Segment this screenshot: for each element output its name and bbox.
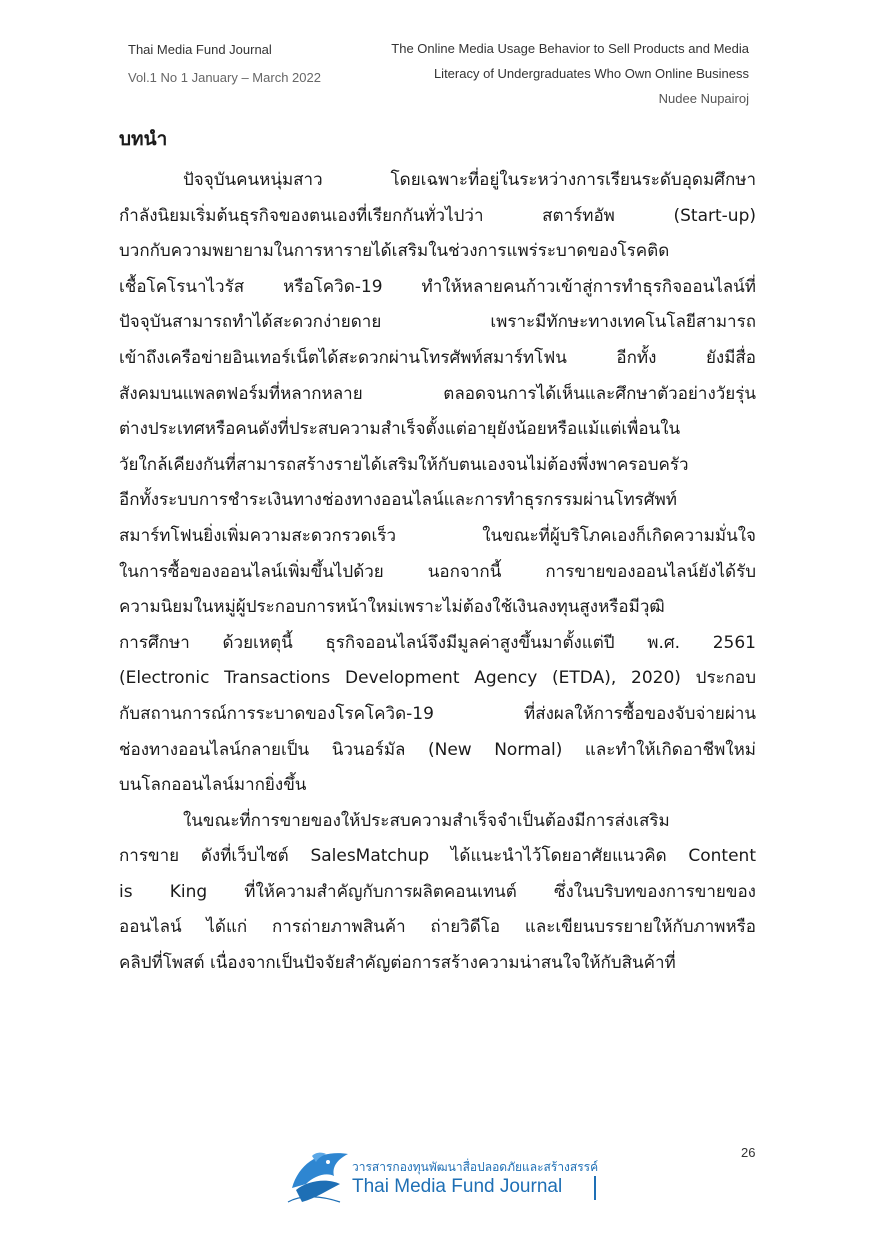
section-heading: บทนำ: [119, 128, 168, 150]
running-header: [391, 36, 749, 111]
text-line: คลิปที่โพสต์ เนื่องจากเป็นปัจจัยสำคัญต่อการสร้างความน่าสนใจให้กับสินค้าที่: [119, 953, 676, 974]
body-text: [119, 163, 756, 982]
article-title-line-1: The Online Media Usage Behavior to Sell Products and Media: [391, 41, 749, 56]
text-line: (Electronic Transactions Development Agency (ETDA), 2020) ประกอบ: [119, 668, 756, 689]
text-line: การขาย ดังที่เว็บไซต์ SalesMatchup ได้แนะนำไว้โดยอาศัยแนวคิด Content: [119, 846, 756, 867]
text-line: บนโลกออนไลน์มากยิ่งขึ้น: [119, 775, 307, 796]
text-line: เข้าถึงเครือข่ายอินเทอร์เน็ตได้สะดวกผ่านโทรศัพท์สมาร์ทโฟน อีกทั้ง ยังมีสื่อ: [119, 347, 756, 368]
journal-name: Thai Media Fund Journal: [128, 42, 272, 57]
text-line: ในขณะที่การขายของให้ประสบความสำเร็จจำเป็นต้องมีการส่งเสริม: [183, 810, 670, 831]
author-name: Nudee Nupairoj: [658, 91, 749, 106]
text-line: is King ที่ให้ความสำคัญกับการผลิตคอนเทนต์ ซึ่งในบริบทของการขายของ: [119, 881, 756, 902]
logo-english-text: Thai Media Fund Journal: [352, 1176, 563, 1197]
text-line: ในการซื้อของออนไลน์เพิ่มขึ้นไปด้วย นอกจากนี้ การขายของออนไลน์ยังได้รับ: [119, 561, 756, 582]
text-line: ออนไลน์ ได้แก่ การถ่ายภาพสินค้า ถ่ายวิดีโอ และเขียนบรรยายให้กับภาพหรือ: [119, 917, 756, 938]
text-line: วัยใกล้เคียงกันที่สามารถสร้างรายได้เสริมให้กับตนเองจนไม่ต้องพึ่งพาครอบครัว: [119, 454, 689, 475]
logo-divider: [594, 1176, 596, 1200]
text-line: ช่องทางออนไลน์กลายเป็น นิวนอร์มัล (New Normal) และทำให้เกิดอาชีพใหม่: [119, 739, 756, 760]
text-line: ความนิยมในหมู่ผู้ประกอบการหน้าใหม่เพราะไม่ต้องใช้เงินลงทุนสูงหรือมีวุฒิ: [119, 597, 665, 618]
journal-volume: Vol.1 No 1 January – March 2022: [128, 70, 321, 85]
text-line: อีกทั้งระบบการชำระเงินทางช่องทางออนไลน์และการทำธุรกรรมผ่านโทรศัพท์: [119, 490, 677, 511]
paragraph-2: [119, 804, 756, 982]
text-line: กำลังนิยมเริ่มต้นธุรกิจของตนเองที่เรียกกันทั่วไปว่า สตาร์ทอัพ (Start-up): [119, 205, 756, 226]
text-line: กับสถานการณ์การระบาดของโรคโควิด-19 ที่ส่งผลให้การซื้อของจับจ่ายผ่าน: [119, 703, 756, 724]
text-line: เชื้อโคโรนาไวรัส หรือโควิด-19 ทำให้หลายคนก้าวเข้าสู่การทำธุรกิจออนไลน์ที่: [119, 276, 756, 297]
text-line: ปัจจุบันสามารถทำได้สะดวกง่ายดาย เพราะมีทักษะทางเทคโนโลยีสามารถ: [119, 312, 756, 333]
page-number: 26: [741, 1145, 756, 1160]
text-line: ต่างประเทศหรือคนดังที่ประสบความสำเร็จตั้งแต่อายุยังน้อยหรือแม้แต่เพื่อนใน: [119, 419, 681, 440]
text-line: ปัจจุบันคนหนุ่มสาว โดยเฉพาะที่อยู่ในระหว่างการเรียนระดับอุดมศึกษา: [183, 170, 756, 190]
article-title-line-2: Literacy of Undergraduates Who Own Online Business: [433, 66, 749, 81]
dove-icon: [288, 1153, 348, 1202]
text-line: สังคมบนแพลตฟอร์มที่หลากหลาย ตลอดจนการได้เห็นและศึกษาตัวอย่างวัยรุ่น: [119, 383, 756, 404]
text-line: บวกกับความพยายามในการหารายได้เสริมในช่วงการแพร่ระบาดของโรคติด: [119, 241, 670, 262]
logo-thai-text: วารสารกองทุนพัฒนาสื่อปลอดภัยและสร้างสรรค์: [352, 1160, 599, 1174]
paragraph-1: [119, 163, 756, 804]
text-line: สมาร์ทโฟนยิ่งเพิ่มความสะดวกรวดเร็ว ในขณะที่ผู้บริโภคเองก็เกิดความมั่นใจ: [119, 525, 756, 546]
text-line: การศึกษา ด้วยเหตุนี้ ธุรกิจออนไลน์จึงมีมูลค่าสูงขึ้นมาตั้งแต่ปี พ.ศ. 2561: [119, 632, 756, 653]
